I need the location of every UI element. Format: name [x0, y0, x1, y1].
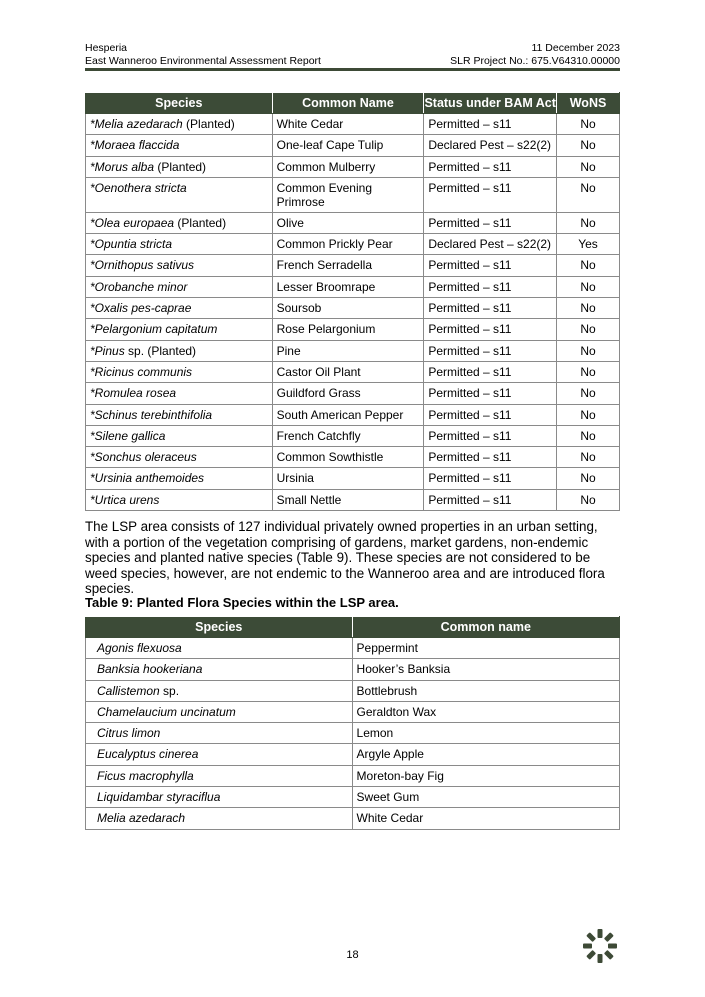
cell-species [86, 135, 273, 156]
cell-common-name: Bottlebrush [352, 680, 619, 701]
species-name: *Ricinus communis [90, 364, 193, 379]
cell-common-name: Castor Oil Plant [272, 361, 424, 382]
table-row [86, 255, 620, 276]
table-row [86, 156, 620, 177]
table-row [86, 404, 620, 425]
cell-species [86, 319, 273, 340]
slr-logo-icon [583, 929, 617, 963]
species-suffix: (Planted) [182, 117, 235, 131]
table-row [86, 319, 620, 340]
table-row [86, 340, 620, 361]
cell-status: Permitted – s11 [424, 340, 557, 361]
cell-status: Permitted – s11 [424, 177, 557, 212]
cell-species [86, 425, 273, 446]
cell-wons: No [557, 468, 620, 489]
cell-status: Permitted – s11 [424, 255, 557, 276]
cell-common-name: Soursob [272, 298, 424, 319]
species-suffix: (Planted) [154, 159, 207, 174]
table-row [86, 447, 620, 468]
cell-species [86, 680, 353, 701]
cell-wons: No [557, 114, 620, 135]
species-suffix: sp. (Planted) [124, 343, 197, 358]
cell-common-name: Hooker’s Banksia [352, 659, 619, 680]
planted-species-table [85, 616, 620, 830]
species-name: *Moraea flaccida [90, 138, 180, 153]
cell-status: Permitted – s11 [424, 383, 557, 404]
cell-common-name: Argyle Apple [352, 744, 619, 765]
cell-status: Permitted – s11 [424, 447, 557, 468]
species-name: *Sonchus oleraceus [90, 450, 197, 465]
header-rule [85, 68, 620, 71]
cell-wons: No [557, 340, 620, 361]
col-header-status: Status under BAM Act [424, 93, 557, 114]
table-row [86, 298, 620, 319]
cell-species [86, 659, 353, 680]
cell-species [86, 361, 273, 382]
cell-wons: No [557, 489, 620, 510]
cell-species [86, 255, 273, 276]
cell-common-name: Guildford Grass [272, 383, 424, 404]
cell-species [86, 765, 353, 786]
cell-wons: No [557, 255, 620, 276]
page-header [85, 42, 620, 68]
cell-common-name: Common Mulberry [272, 156, 424, 177]
species-name: Agonis flexuosa [97, 641, 182, 655]
cell-status: Permitted – s11 [424, 114, 557, 135]
cell-species [86, 638, 353, 659]
cell-wons: No [557, 361, 620, 382]
cell-species [86, 298, 273, 319]
cell-species [86, 114, 273, 135]
cell-species [86, 787, 353, 808]
cell-common-name: French Serradella [272, 255, 424, 276]
species-name: *Oenothera stricta [90, 180, 187, 195]
table-row [86, 489, 620, 510]
species-name: *Silene gallica [90, 428, 166, 443]
header-date: 11 December 2023 [531, 42, 620, 54]
species-name: *Romulea rosea [90, 386, 177, 401]
cell-species [86, 808, 353, 829]
cell-common-name: Peppermint [352, 638, 619, 659]
col-header-common-name: Common Name [272, 93, 424, 114]
weed-species-table [85, 92, 620, 511]
cell-species [86, 404, 273, 425]
cell-species [86, 276, 273, 297]
cell-status: Declared Pest – s22(2) [424, 234, 557, 255]
col-header-species: Species [86, 617, 353, 638]
cell-species [86, 468, 273, 489]
col-header-species: Species [86, 93, 273, 114]
cell-wons: No [557, 447, 620, 468]
cell-wons: No [557, 156, 620, 177]
cell-species [86, 340, 273, 361]
cell-status: Permitted – s11 [424, 425, 557, 446]
table-header-row [86, 93, 620, 114]
species-name: *Pelargonium capitatum [90, 322, 218, 337]
species-name: *Pinus [90, 343, 125, 358]
table-row [86, 659, 620, 680]
species-suffix: (Planted) [174, 215, 227, 230]
cell-common-name: French Catchfly [272, 425, 424, 446]
table-row [86, 468, 620, 489]
cell-common-name: Olive [272, 212, 424, 233]
table-row [86, 114, 620, 135]
cell-species [86, 234, 273, 255]
cell-common-name: Small Nettle [272, 489, 424, 510]
cell-common-name: Pine [272, 340, 424, 361]
cell-species [86, 489, 273, 510]
cell-status: Declared Pest – s22(2) [424, 135, 557, 156]
cell-wons: No [557, 177, 620, 212]
table-row [86, 638, 620, 659]
species-name: *Ursinia anthemoides [90, 471, 205, 486]
cell-wons: Yes [557, 234, 620, 255]
table-row [86, 135, 620, 156]
species-name: *Ornithopus sativus [90, 258, 195, 273]
cell-status: Permitted – s11 [424, 468, 557, 489]
species-name: Callistemon [97, 683, 160, 698]
species-name: Citrus limon [97, 726, 161, 741]
species-name: *Oxalis pes-caprae [90, 301, 192, 316]
cell-status: Permitted – s11 [424, 361, 557, 382]
species-suffix: sp. [159, 683, 180, 698]
species-name: *Melia azedarach [90, 117, 183, 131]
species-name: Chamelaucium uncinatum [97, 704, 236, 719]
table-row [86, 701, 620, 722]
table-row [86, 383, 620, 404]
table-row [86, 276, 620, 297]
cell-species [86, 212, 273, 233]
cell-status: Permitted – s11 [424, 404, 557, 425]
cell-common-name: Sweet Gum [352, 787, 619, 808]
species-name: *Schinus terebinthifolia [90, 407, 213, 422]
cell-wons: No [557, 425, 620, 446]
cell-status: Permitted – s11 [424, 212, 557, 233]
table-row [86, 808, 620, 829]
cell-species [86, 383, 273, 404]
species-name: Melia azedarach [97, 811, 186, 826]
cell-species [86, 744, 353, 765]
page-number: 18 [346, 949, 359, 961]
col-header-wons: WoNS [557, 93, 620, 114]
cell-species [86, 723, 353, 744]
cell-common-name: Rose Pelargonium [272, 319, 424, 340]
cell-status: Permitted – s11 [424, 276, 557, 297]
cell-wons: No [557, 135, 620, 156]
cell-wons: No [557, 276, 620, 297]
table-header-row [86, 617, 620, 638]
table-row [86, 787, 620, 808]
cell-wons: No [557, 212, 620, 233]
cell-common-name: Geraldton Wax [352, 701, 619, 722]
cell-wons: No [557, 404, 620, 425]
table-row [86, 723, 620, 744]
cell-status: Permitted – s11 [424, 319, 557, 340]
header-report-title: East Wanneroo Environmental Assessment Report [85, 55, 321, 67]
cell-common-name: White Cedar [352, 808, 619, 829]
species-name: *Olea europaea [90, 215, 175, 230]
cell-common-name: White Cedar [272, 114, 424, 135]
cell-common-name: One-leaf Cape Tulip [272, 135, 424, 156]
cell-species [86, 177, 273, 212]
table-row [86, 425, 620, 446]
cell-status: Permitted – s11 [424, 156, 557, 177]
table-row [86, 680, 620, 701]
cell-wons: No [557, 319, 620, 340]
col-header-common-name: Common name [352, 617, 619, 638]
body-paragraph: The LSP area consists of 127 individual privately owned properties in an urban setting, with a portion of the vegetation comprising of gardens, market gardens, non-endemic species and planted native species (Table 9). These species are not considered to be weed species, however, are not endemic to the Wanneroo area and are introduced flora species. [85, 519, 605, 596]
table-row [86, 361, 620, 382]
species-name: Ficus macrophylla [97, 768, 194, 783]
species-name: Eucalyptus cinerea [97, 747, 199, 762]
species-name: Banksia hookeriana [97, 662, 203, 677]
cell-common-name: Common Prickly Pear [272, 234, 424, 255]
header-project-number: SLR Project No.: 675.V64310.00000 [450, 55, 620, 67]
species-name: Liquidambar styraciflua [97, 790, 221, 805]
species-name: *Morus alba [90, 159, 155, 174]
cell-wons: No [557, 298, 620, 319]
species-name: *Orobanche minor [90, 279, 188, 294]
cell-common-name: Lesser Broomrape [272, 276, 424, 297]
cell-species [86, 156, 273, 177]
cell-common-name: Common Sowthistle [272, 447, 424, 468]
table-row [86, 744, 620, 765]
cell-common-name: Moreton-bay Fig [352, 765, 619, 786]
table-row [86, 212, 620, 233]
cell-status: Permitted – s11 [424, 298, 557, 319]
table-caption: Table 9: Planted Flora Species within the LSP area. [85, 595, 399, 610]
table-row [86, 234, 620, 255]
cell-wons: No [557, 383, 620, 404]
table-row [86, 177, 620, 212]
cell-species [86, 701, 353, 722]
table-row [86, 765, 620, 786]
cell-common-name: Common Evening Primrose [272, 177, 424, 212]
cell-common-name: Lemon [352, 723, 619, 744]
header-client: Hesperia [85, 42, 128, 54]
cell-common-name: South American Pepper [272, 404, 424, 425]
cell-status: Permitted – s11 [424, 489, 557, 510]
cell-common-name: Ursinia [272, 468, 424, 489]
cell-species [86, 447, 273, 468]
species-name: *Urtica urens [90, 492, 160, 507]
species-name: *Opuntia stricta [90, 237, 173, 252]
